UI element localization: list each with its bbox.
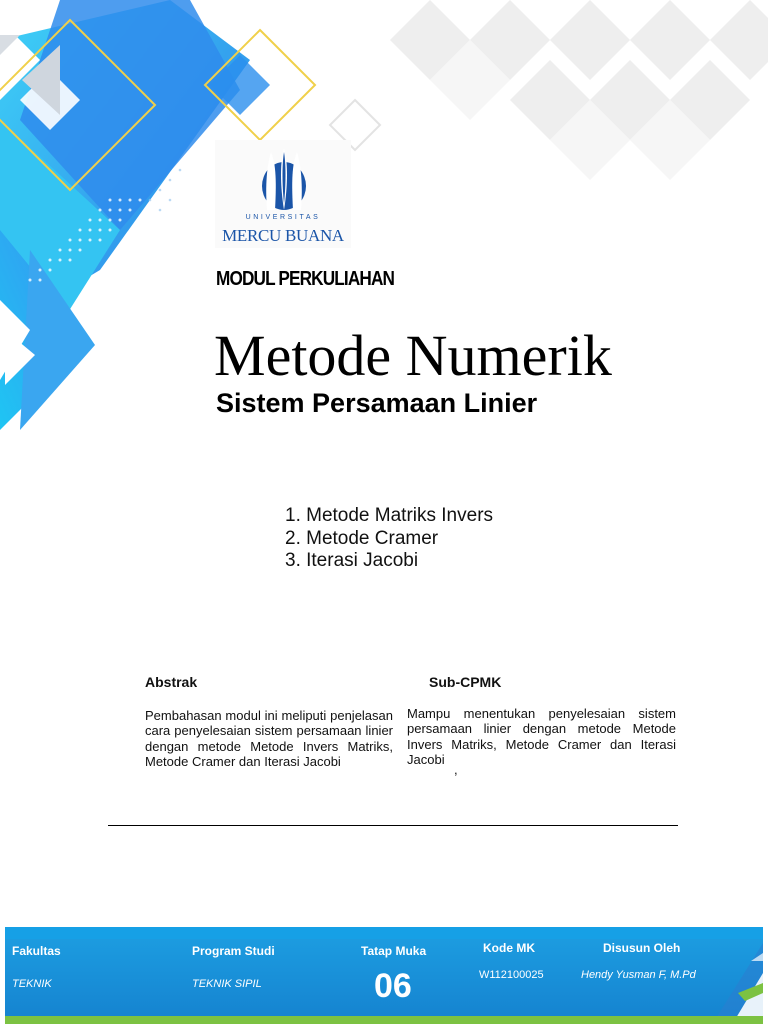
page-subtitle: Sistem Persamaan Linier — [216, 388, 538, 418]
footer-top-stripe — [5, 927, 763, 939]
fakultas-value: TEKNIK — [12, 978, 52, 990]
corner-decoration-icon — [693, 943, 763, 1023]
logo-name: MERCU BUANA — [222, 226, 344, 245]
fakultas-label: Fakultas — [12, 944, 61, 958]
disusun-oleh-label: Disusun Oleh — [603, 941, 681, 955]
flame-emblem-icon — [215, 140, 351, 212]
kode-mk-value: W112100025 — [479, 969, 544, 981]
tatap-muka-value: 06 — [374, 967, 412, 1005]
university-logo — [215, 140, 351, 248]
footer-bar — [5, 927, 763, 1024]
kode-mk-label: Kode MK — [483, 941, 535, 955]
abstrak-heading: Abstrak — [145, 674, 198, 690]
tatap-muka-label: Tatap Muka — [361, 944, 427, 958]
sub-cpmk-heading: Sub-CPMK — [429, 674, 502, 690]
program-studi-label: Program Studi — [192, 944, 275, 958]
topic-item: 1. Metode Matriks Invers — [285, 505, 494, 526]
topic-item: 2. Metode Cramer — [285, 527, 439, 549]
page-title: Metode Numerik — [214, 323, 612, 388]
logo-subtext: UNIVERSITAS — [245, 214, 321, 221]
sub-cpmk-trailing: , — [454, 762, 458, 777]
module-label: MODUL PERKULIAHAN — [216, 268, 395, 290]
divider — [108, 825, 678, 826]
topic-item: 3. Iterasi Jacobi — [285, 550, 419, 571]
topic-list — [285, 505, 493, 573]
abstrak-text: Pembahasan modul ini meliputi penjelasan cara penyelesaian sistem persamaan linier dengan metode Metode Invers Matriks, Metode Cramer dan Iterasi Jacobi — [145, 708, 393, 769]
footer-green-stripe — [5, 1016, 763, 1024]
program-studi-value: TEKNIK SIPIL — [192, 978, 262, 990]
disusun-oleh-value: Hendy Yusman F, M.Pd — [581, 969, 696, 981]
sub-cpmk-text: Mampu menentukan penyelesaian sistem persamaan linier dengan metode Metode Invers Matriks, Metode Cramer dan Iterasi Jacobi — [407, 706, 676, 767]
